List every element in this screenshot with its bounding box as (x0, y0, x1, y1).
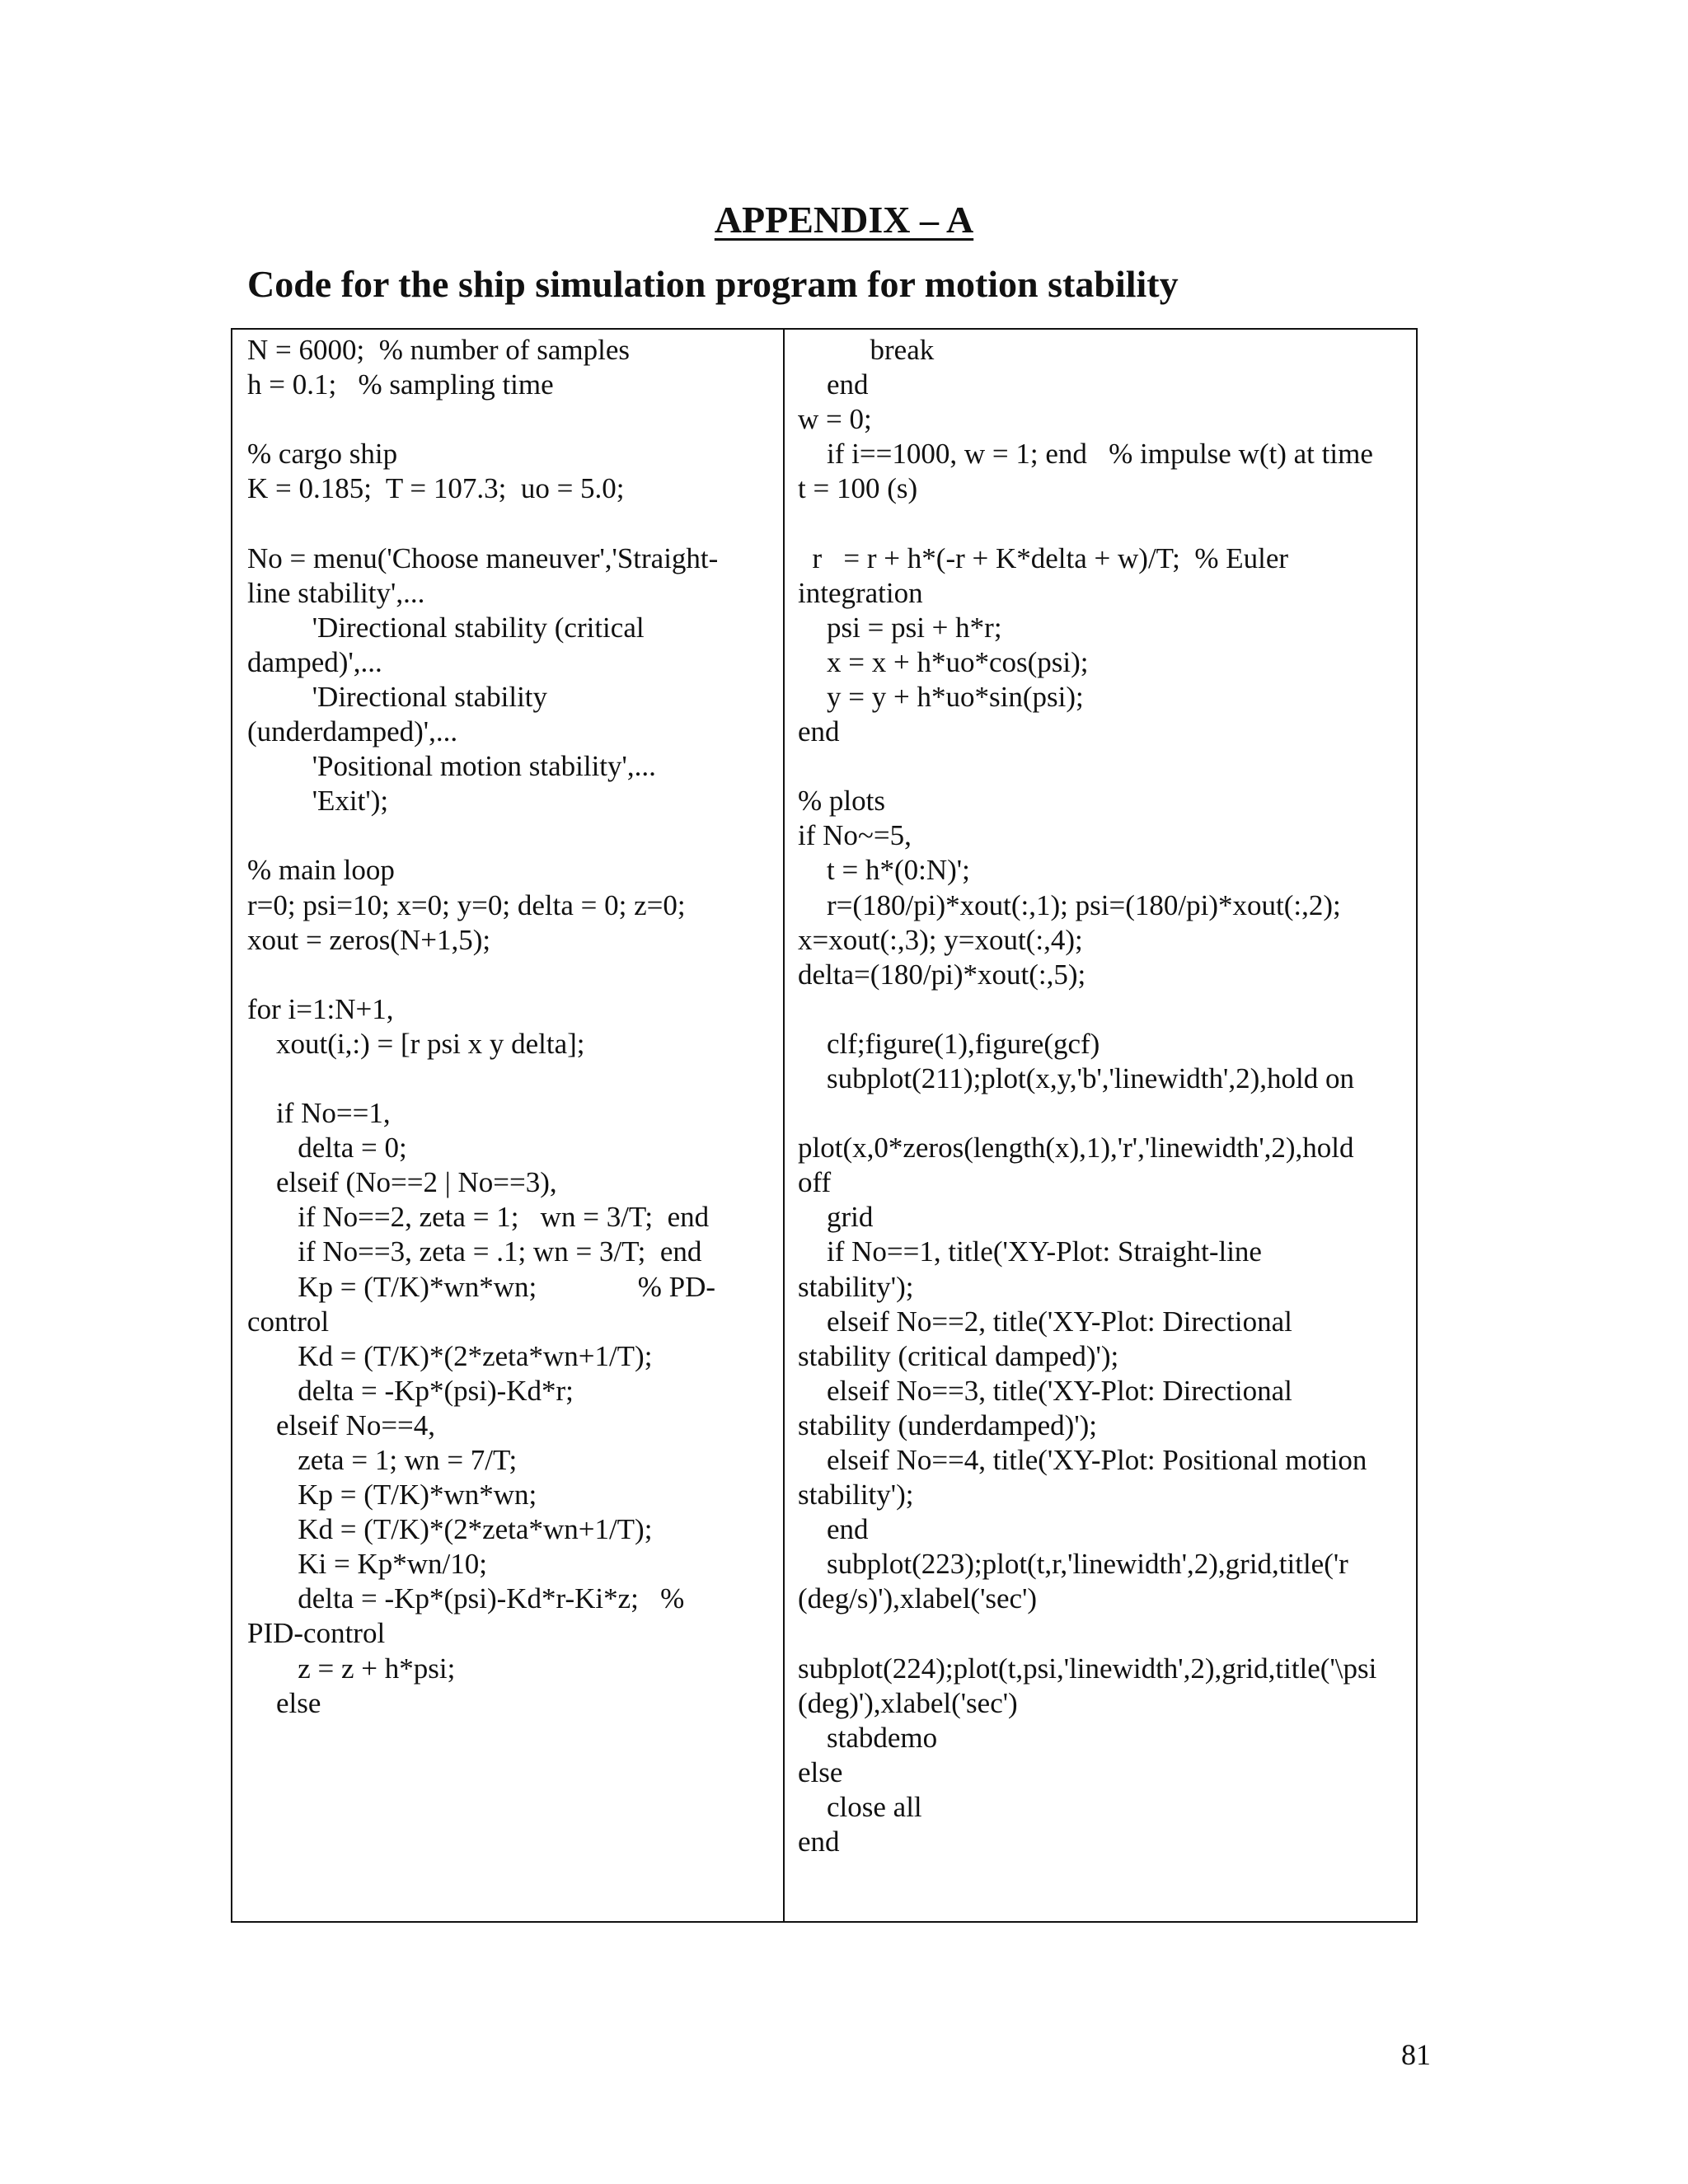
code-line: end (798, 1825, 840, 1858)
code-line: break (798, 334, 935, 366)
code-line: elseif No==3, title('XY-Plot: Directional (798, 1374, 1292, 1407)
code-line: PID-control (247, 1617, 386, 1650)
code-line: r=(180/pi)*xout(:,1); psi=(180/pi)*xout(:,2); (798, 888, 1341, 921)
code-line: close all (798, 1790, 922, 1823)
code-line: subplot(223);plot(t,r,'linewidth',2),grid,title('r (798, 1548, 1348, 1581)
code-line (798, 1616, 1409, 1651)
code-line: psi = psi + h*r; (798, 611, 1002, 644)
code-line: stability'); (798, 1270, 914, 1303)
code-line: stabdemo (798, 1721, 938, 1754)
code-line: w = 0; (798, 403, 872, 436)
code-column-left (232, 330, 785, 1921)
code-line: 'Positional motion stability',... (247, 750, 656, 783)
code-line: if No~=5, (798, 819, 912, 852)
code-line: subplot(224);plot(t,psi,'linewidth',2),grid,title('\psi (798, 1652, 1377, 1685)
code-line: t = h*(0:N)'; (798, 854, 970, 887)
code-line: xout(i,:) = [r psi x y delta]; (247, 1027, 585, 1060)
code-table (231, 328, 1418, 1923)
code-line: Kd = (T/K)*(2*zeta*wn+1/T); (247, 1513, 653, 1546)
code-line: else (798, 1755, 843, 1788)
code-line: delta = 0; (247, 1132, 407, 1165)
code-line: z = z + h*psi; (247, 1652, 456, 1685)
code-line: if No==1, (247, 1097, 391, 1130)
code-line: % plots (798, 785, 885, 818)
code-line: stability'); (798, 1479, 914, 1511)
code-line: elseif No==2, title('XY-Plot: Directional (798, 1305, 1292, 1338)
code-line: integration (798, 576, 923, 609)
code-line: plot(x,0*zeros(length(x),1),'r','linewidth',2),hold (798, 1132, 1354, 1165)
code-line: stability (underdamped)'); (798, 1408, 1098, 1441)
code-line (798, 749, 1409, 784)
code-line: off (798, 1166, 832, 1199)
code-line: t = 100 (s) (798, 472, 918, 505)
code-column-right (785, 330, 1416, 1921)
code-line: Kd = (T/K)*(2*zeta*wn+1/T); (247, 1339, 653, 1372)
code-line: 'Exit'); (247, 785, 389, 818)
code-line: if i==1000, w = 1; end % impulse w(t) at time (798, 438, 1373, 471)
code-line (247, 402, 776, 437)
appendix-heading: APPENDIX – A (714, 199, 974, 241)
code-line: if No==3, zeta = .1; wn = 3/T; end (247, 1235, 702, 1268)
code-line: if No==1, title('XY-Plot: Straight-line (798, 1235, 1262, 1268)
code-line (247, 958, 776, 992)
code-line: subplot(211);plot(x,y,'b','linewidth',2),hold on (798, 1062, 1354, 1094)
code-line: elseif No==4, (247, 1408, 436, 1441)
code-line: for i=1:N+1, (247, 992, 394, 1025)
code-line: damped)',... (247, 645, 382, 678)
code-line (247, 818, 776, 853)
code-line: xout = zeros(N+1,5); (247, 923, 491, 956)
code-line: No = menu('Choose maneuver','Straight- (247, 541, 719, 574)
code-line: K = 0.185; T = 107.3; uo = 5.0; (247, 472, 625, 505)
code-line: elseif (No==2 | No==3), (247, 1166, 557, 1199)
code-line: end (798, 715, 840, 748)
code-line: delta=(180/pi)*xout(:,5); (798, 958, 1086, 991)
code-line: end (798, 368, 869, 401)
code-line: r = r + h*(-r + K*delta + w)/T; % Euler (798, 541, 1289, 574)
code-line: (underdamped)',... (247, 715, 458, 748)
code-line (798, 506, 1409, 541)
code-line: delta = -Kp*(psi)-Kd*r; (247, 1374, 574, 1407)
code-line: delta = -Kp*(psi)-Kd*r-Ki*z; % (247, 1582, 685, 1615)
code-line: x=xout(:,3); y=xout(:,4); (798, 923, 1083, 956)
code-line: 'Directional stability (247, 680, 548, 713)
code-line: stability (critical damped)'); (798, 1339, 1119, 1372)
code-line: (deg)'),xlabel('sec') (798, 1686, 1018, 1719)
code-line: if No==2, zeta = 1; wn = 3/T; end (247, 1201, 710, 1234)
code-line: zeta = 1; wn = 7/T; (247, 1444, 518, 1476)
code-line: end (798, 1513, 869, 1546)
code-line (798, 992, 1409, 1027)
code-line: % cargo ship (247, 438, 398, 471)
code-line: Ki = Kp*wn/10; (247, 1548, 487, 1581)
code-line: line stability',... (247, 576, 425, 609)
code-line: r=0; psi=10; x=0; y=0; delta = 0; z=0; (247, 888, 686, 921)
code-line: N = 6000; % number of samples (247, 334, 630, 366)
section-subtitle: Code for the ship simulation program for motion stability (247, 263, 1179, 305)
code-line: 'Directional stability (critical (247, 611, 645, 644)
code-line: h = 0.1; % sampling time (247, 368, 554, 401)
code-line: elseif No==4, title('XY-Plot: Positional motion (798, 1444, 1367, 1476)
code-line: % main loop (247, 854, 395, 887)
code-line: grid (798, 1201, 874, 1234)
page-number: 81 (1401, 2038, 1431, 2071)
code-line: control (247, 1305, 330, 1338)
code-line: Kp = (T/K)*wn*wn; % PD- (247, 1270, 716, 1303)
code-line: else (247, 1686, 321, 1719)
code-line (798, 1096, 1409, 1131)
code-line (247, 506, 776, 541)
code-line (247, 1062, 776, 1096)
code-line: x = x + h*uo*cos(psi); (798, 645, 1089, 678)
code-line: (deg/s)'),xlabel('sec') (798, 1582, 1038, 1615)
code-line: Kp = (T/K)*wn*wn; (247, 1479, 537, 1511)
code-line: y = y + h*uo*sin(psi); (798, 680, 1084, 713)
code-line: clf;figure(1),figure(gcf) (798, 1027, 1100, 1060)
